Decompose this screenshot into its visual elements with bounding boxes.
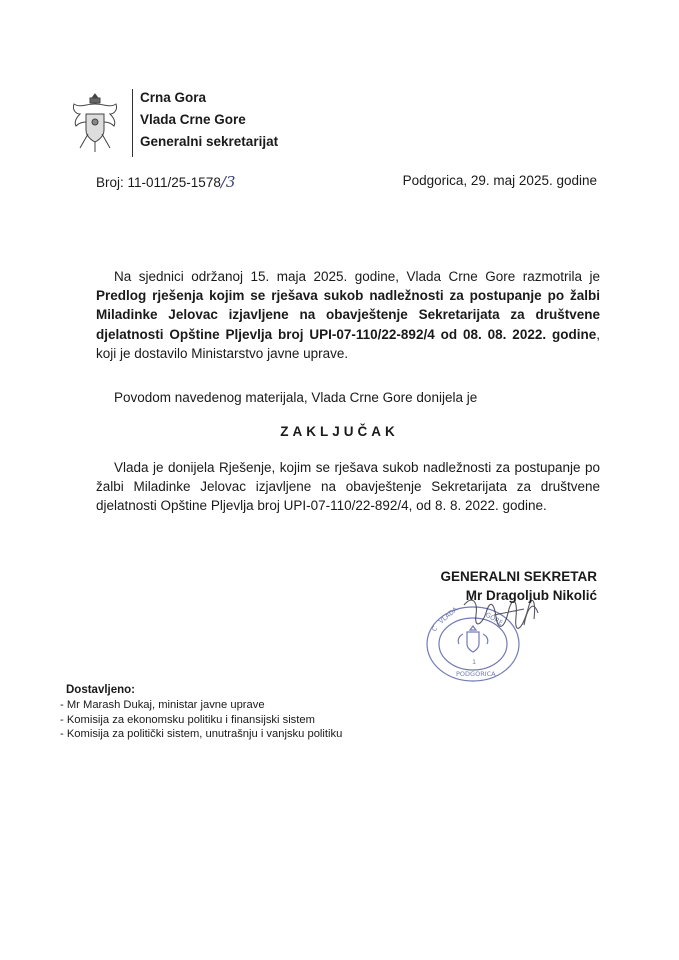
org-line-government: Vlada Crne Gore xyxy=(140,112,246,127)
svg-text:C: C xyxy=(430,624,440,634)
reference-number xyxy=(96,173,235,191)
reference-number-text: Broj: 11-011/25-1578 xyxy=(96,175,221,190)
document-date: Podgorica, 29. maj 2025. godine xyxy=(402,173,597,188)
distribution-list xyxy=(60,698,342,742)
header-divider xyxy=(132,89,133,157)
signatory-title: GENERALNI SEKRETAR xyxy=(440,569,597,584)
svg-text:GORE: GORE xyxy=(484,610,505,628)
org-line-secretariat: Generalni sekretarijat xyxy=(140,134,279,149)
handwritten-suffix: /3 xyxy=(220,173,236,191)
list-item: - Komisija za politički sistem, unutrašnju i vanjsku politiku xyxy=(60,727,342,742)
svg-text:1: 1 xyxy=(472,658,477,666)
conclusion-heading: ZAKLJUČAK xyxy=(280,424,399,439)
coat-of-arms-emblem xyxy=(66,92,124,154)
paragraph-intro-b: , koji je dostavilo Ministarstvo javne uprave. xyxy=(96,326,600,361)
svg-text:PODGORICA: PODGORICA xyxy=(456,670,496,678)
paragraph-intro xyxy=(96,267,600,363)
paragraph-intro-a: Na sjednici održanoj 15. maja 2025. godine, Vlada Crne Gore razmotrila je xyxy=(114,269,600,284)
paragraph-intro-bold: Predlog rješenja kojim se rješava sukob nadležnosti za postupanje po žalbi Miladinke Jelovac izjavljene na obavještenje Sekretarijata za društvene djelatnosti Opštine Pljevlja broj UPI-07-110/22-892/4 od 08. 08. 2022. godine xyxy=(96,288,600,342)
paragraph-conclusion: Vlada je donijela Rješenje, kojim se rješava sukob nadležnosti za postupanje po žalbi Miladinke Jelovac izjavljene na obavještenje Sekretarijata za društvene djelatnosti Opštine Pljevlja broj UPI-07-110/22-892/4, od 8. 8. 2022. godine. xyxy=(96,460,600,514)
svg-text:VLADA: VLADA xyxy=(437,605,460,626)
list-item: - Mr Marash Dukaj, ministar javne uprave xyxy=(60,698,342,713)
signatory-name: Mr Dragoljub Nikolić xyxy=(465,588,597,603)
handwritten-signature xyxy=(454,585,554,647)
org-line-country: Crna Gora xyxy=(140,90,207,105)
paragraph-motion: Povodom navedenog materijala, Vlada Crne Gore donijela je xyxy=(114,390,478,405)
list-item: - Komisija za ekonomsku politiku i finansijski sistem xyxy=(60,713,342,728)
distribution-label: Dostavljeno: xyxy=(66,684,136,696)
